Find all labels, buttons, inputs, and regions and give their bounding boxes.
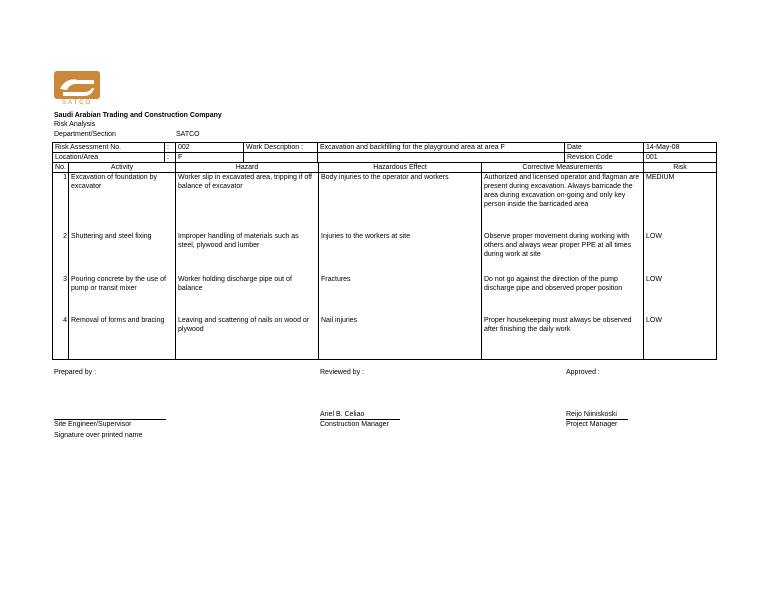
table-row — [53, 173, 717, 232]
row-no: 1 — [53, 173, 69, 232]
table-row — [53, 275, 717, 316]
row-effect: Fractures — [319, 275, 482, 316]
row-no: 3 — [53, 275, 69, 316]
row-measures: Observe proper movement during working with others and always wear proper PPE at all times during work at site — [482, 232, 644, 275]
table-row — [53, 316, 717, 360]
department-value: SATCO — [176, 131, 200, 138]
prepared-title: Site Engineer/Supervisor — [54, 421, 132, 428]
row-risk: LOW — [644, 275, 717, 316]
reviewed-by-label: Reviewed by : — [320, 369, 364, 376]
document-type: Risk Analysis — [54, 121, 96, 128]
location-colon: : — [165, 153, 176, 163]
row-hazard: Leaving and scattering of nails on wood or plywood — [176, 316, 319, 360]
row-effect: Body injuries to the operator and workers — [319, 173, 482, 232]
reviewer-title: Construction Manager — [320, 421, 389, 428]
info-header — [52, 142, 717, 163]
row-no: 4 — [53, 316, 69, 360]
col-header-risk: Risk — [644, 163, 717, 173]
risk-table — [52, 162, 717, 360]
col-header-effect: Hazardous Effect — [319, 163, 482, 173]
department-label: Department/Section — [54, 131, 116, 138]
col-header-no: No. — [53, 163, 69, 173]
prepared-by-label: Prepared by : — [54, 369, 97, 376]
reviewer-name: Ariel B. Celiao — [320, 411, 365, 418]
row-hazard: Worker slip in excavated area, tripping if off balance of excavator — [176, 173, 319, 232]
ra-no-label: Risk Assessment No. — [53, 143, 165, 153]
table-header-row — [53, 163, 717, 173]
approver-title: Project Manager — [566, 421, 618, 428]
location-label: Location/Area — [53, 153, 165, 163]
company-logo — [54, 71, 100, 107]
ra-no-colon: : — [165, 143, 176, 153]
prepared-note: Signature over printed name — [54, 432, 143, 439]
col-header-activity: Activity — [69, 163, 176, 173]
row-activity: Removal of forms and bracing — [69, 316, 176, 360]
date-value: 14-May-08 — [644, 143, 717, 153]
row-activity: Excavation of foundation by excavator — [69, 173, 176, 232]
logo-text: SATCO — [62, 100, 93, 106]
row-no: 2 — [53, 232, 69, 275]
row-measures: Do not go against the direction of the pump discharge pipe and observed proper position — [482, 275, 644, 316]
col-header-hazard: Hazard — [176, 163, 319, 173]
row-effect: Injuries to the workers at site — [319, 232, 482, 275]
approved-label: Approved : — [566, 369, 600, 376]
col-header-measures: Corrective Measurements — [482, 163, 644, 173]
row-risk: LOW — [644, 232, 717, 275]
row-measures: Proper housekeeping must always be observed after finishing the daily work — [482, 316, 644, 360]
approver-name: Reijo Niiniskoski — [566, 411, 617, 418]
work-desc-value: Excavation and backfilling for the playground area at area F — [318, 143, 565, 153]
table-row — [53, 232, 717, 275]
row-activity: Shuttering and steel fixing — [69, 232, 176, 275]
date-label: Date — [565, 143, 644, 153]
ra-no-value: 002 — [176, 143, 244, 153]
row-hazard: Improper handling of materials such as steel, plywood and lumber — [176, 232, 319, 275]
work-desc-label: Work Description : — [244, 143, 318, 153]
row-risk: LOW — [644, 316, 717, 360]
company-name: Saudi Arabian Trading and Construction Company — [54, 112, 222, 119]
location-value: F — [176, 153, 244, 163]
revision-value: 001 — [644, 153, 717, 163]
row-activity: Pouring concrete by the use of pump or transit mixer — [69, 275, 176, 316]
row-effect: Nail injuries — [319, 316, 482, 360]
revision-label: Revision Code — [565, 153, 644, 163]
row-hazard: Worker holding discharge pipe out of balance — [176, 275, 319, 316]
row-risk: MEDIUM — [644, 173, 717, 232]
row-measures: Authorized and licensed operator and flagman are present during excavation. Always barricade the area during excavation on-going and only key person inside the barricaded area — [482, 173, 644, 232]
